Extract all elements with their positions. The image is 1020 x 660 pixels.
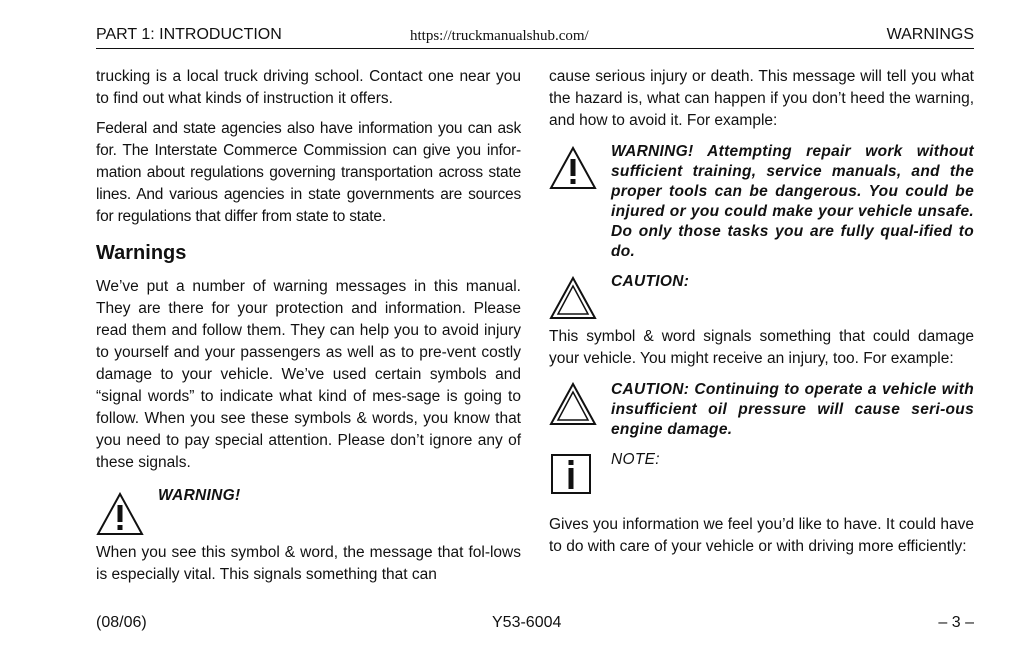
- right-column: [549, 66, 974, 558]
- header-url[interactable]: https://truckmanualshub.com/: [410, 28, 589, 44]
- note-icon: [549, 452, 593, 503]
- footer-doc-number: Y53-6004: [492, 614, 562, 631]
- header-part-title: PART 1: INTRODUCTION: [96, 26, 282, 43]
- warning-example-text: WARNING! Attempting repair work without sufficient training, service manuals, and the proper tools can be dangerous. You could be injured or you could make your vehicle unsafe. Do only those tasks you are fully qual-ified to do.: [611, 143, 974, 260]
- intro-paragraph: trucking is a local truck driving school. Contact one near you to find out what kinds of instruction it offers.: [96, 68, 521, 107]
- warning-icon: [96, 492, 144, 543]
- hazard-paragraph: cause serious injury or death. This message will tell you what the hazard is, what can happen if you don’t heed the warning, and how to avoid it. For example:: [549, 68, 974, 129]
- caution-icon: [549, 276, 597, 327]
- caution-example-text: CAUTION: Continuing to operate a vehicle with insufficient oil pressure will cause seri-ous engine damage.: [611, 381, 974, 438]
- warning-explanation-paragraph: When you see this symbol & word, the message that fol-lows is especially vital. This signals something that can: [96, 544, 521, 583]
- caution-signal-row: [549, 272, 974, 322]
- left-column: [96, 66, 521, 586]
- warning-icon: [549, 146, 597, 197]
- footer-page-number: – 3 –: [938, 614, 974, 631]
- agencies-paragraph: Federal and state agencies also have information you can ask for. The Interstate Commerce Commission can give you infor-mation about regulations governing transportation across state lines. And various agencies in state governments are sources for regulations that differ from state to state.: [96, 120, 521, 225]
- warning-example-row: [549, 142, 974, 262]
- caution-example-row: [549, 380, 974, 440]
- caution-explanation-paragraph: This symbol & word signals something that could damage your vehicle. You might receive an injury, too. For example:: [549, 328, 974, 367]
- warning-signal-row: [96, 486, 521, 542]
- footer-date: (08/06): [96, 614, 147, 631]
- caution-signal-label: CAUTION:: [611, 273, 690, 290]
- page-header: [96, 26, 974, 49]
- header-section-title: WARNINGS: [886, 26, 974, 43]
- warning-signal-label: WARNING!: [158, 487, 241, 504]
- caution-icon: [549, 382, 597, 433]
- warnings-heading: Warnings: [96, 242, 187, 264]
- warnings-intro-paragraph: We’ve put a number of warning messages in this manual. They are there for your protection and information. Please read them and follow them. They can help you to avoid injury to yourself and your passengers as well as to pre-vent costly damage to your vehicle. We’ve used certain symbols and “signal words” to indicate what kind of mes-sage is going to follow. When you see these symbols & words, you know that you need to pay special attention. Please don’t ignore any of these signals.: [96, 278, 521, 471]
- note-signal-label: NOTE:: [611, 451, 660, 468]
- note-signal-row: [549, 450, 974, 500]
- note-explanation-paragraph: Gives you information we feel you’d like to have. It could have to do with care of your vehicle or with driving more efficiently:: [549, 516, 974, 555]
